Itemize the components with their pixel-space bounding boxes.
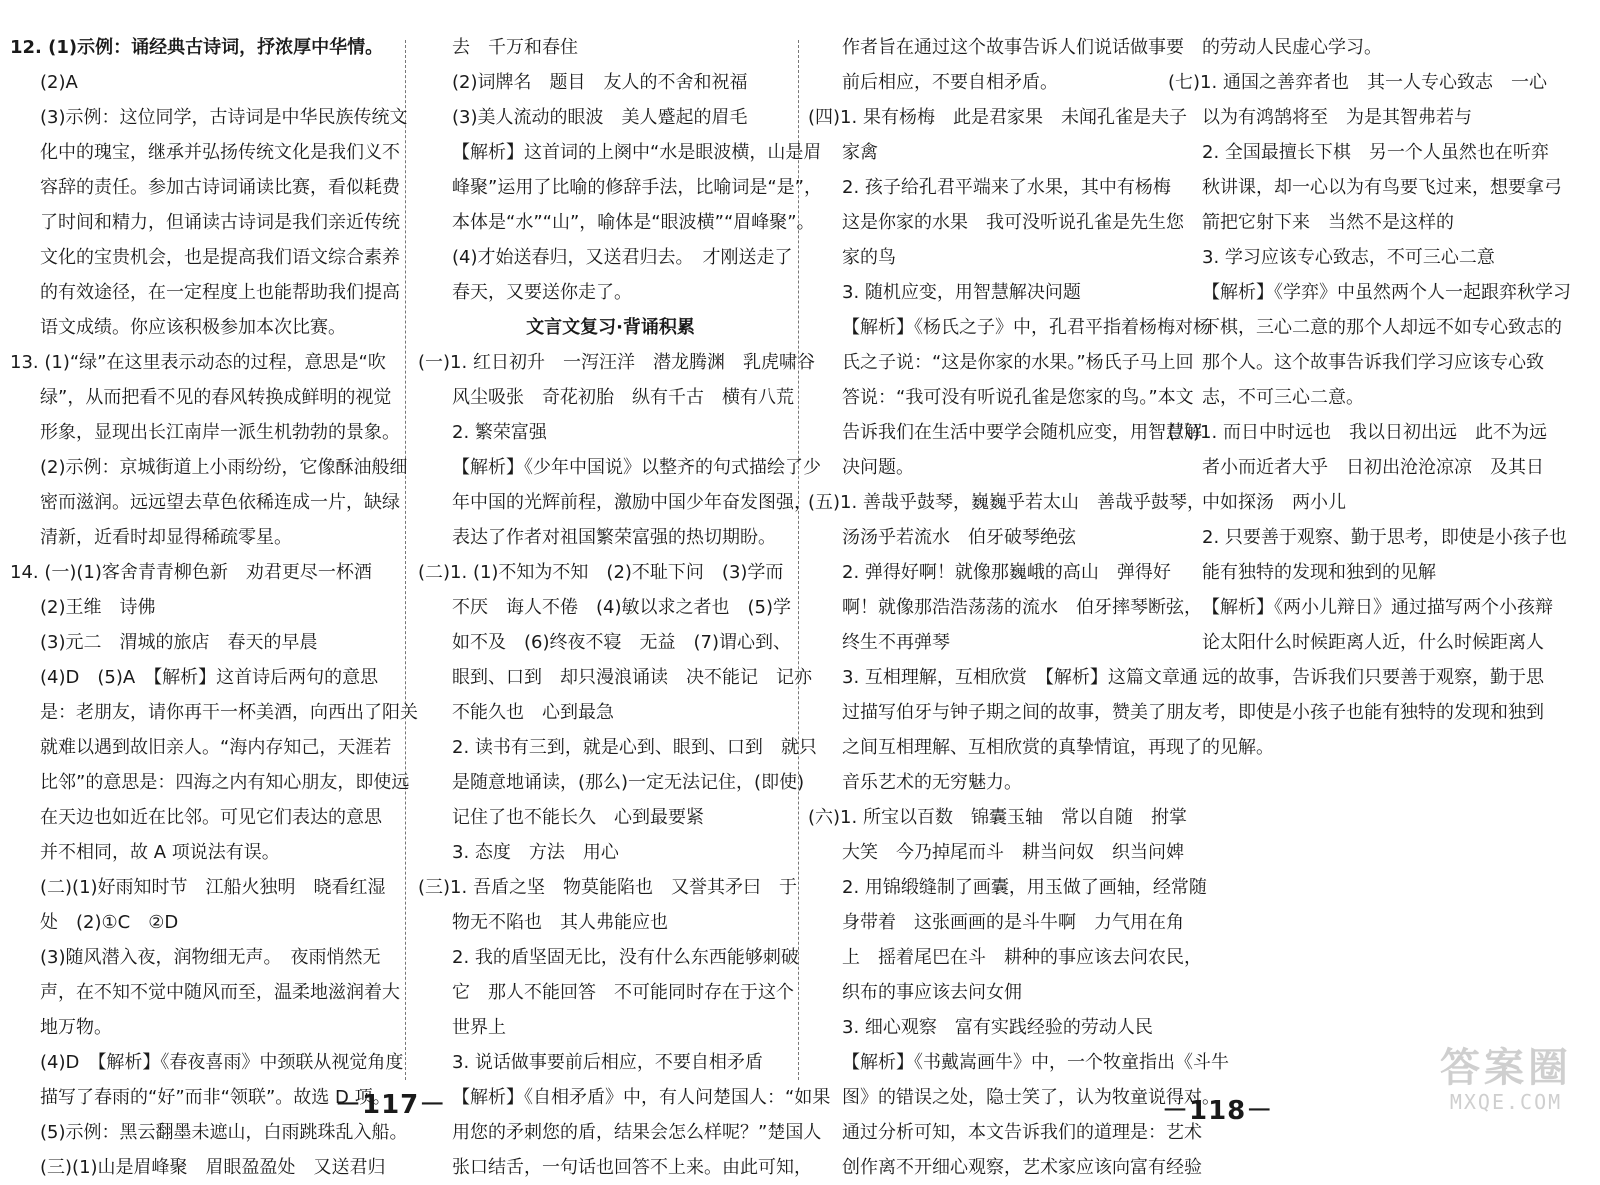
answer-line: 2. 繁荣富强 — [452, 422, 547, 443]
answer-line: 表达了作者对祖国繁荣富强的热切期盼。 — [452, 527, 776, 548]
answer-line: 化中的瑰宝，继承并弘扬传统文化是我们义不 — [40, 142, 400, 163]
answer-line: 3. 随机应变，用智慧解决问题 — [842, 282, 1081, 303]
watermark-logo: 答案圈 — [1440, 1045, 1572, 1091]
answer-line: 2. 我的盾坚固无比，没有什么东西能够刺破 — [452, 947, 799, 968]
answer-line: 决问题。 — [842, 457, 914, 478]
answer-line: 上 摇着尾巴在斗 耕种的事应该去问农民， — [842, 947, 1202, 968]
answer-line: 远的故事，告诉我们只要善于观察，勤于思 — [1202, 667, 1544, 688]
answer-line: 志，不可三心二意。 — [1202, 387, 1364, 408]
answer-column-2 — [418, 30, 831, 1185]
answer-line: 它 那人不能回答 不可能同时存在于这个 — [452, 982, 794, 1003]
answer-line: 年中国的光辉前程，激励中国少年奋发图强， — [452, 492, 812, 513]
answer-line: 2. 全国最擅长下棋 另一个人虽然也在听弈 — [1202, 142, 1549, 163]
answer-line: 14. (一)(1)客舍青青柳色新 劝君更尽一杯酒 — [10, 562, 372, 583]
answer-line: 这是你家的水果 我可没听说孔雀是先生您 — [842, 212, 1184, 233]
answer-line: 中如探汤 两小儿 — [1202, 492, 1346, 513]
answer-line: (七)1. 通国之善弈者也 其一人专心致志 一心 — [1168, 72, 1547, 93]
answer-line: 作者旨在通过这个故事告诉人们说话做事要 — [842, 37, 1184, 58]
answer-line: 答说：“我可没有听说孔雀是您家的鸟。”本文 — [842, 387, 1194, 408]
answer-line: 峰聚”运用了比喻的修辞手法，比喻词是“是”， — [452, 177, 822, 198]
watermark-url: MXQE.COM — [1449, 1090, 1563, 1114]
answer-line: 声，在不知不觉中随风而至，温柔地滋润着大 — [40, 982, 400, 1003]
answer-line: 绿”，从而把看不见的春风转换成鲜明的视觉 — [40, 387, 392, 408]
answer-line: 3. 互相理解，互相欣赏 【解析】这篇文章通 — [842, 667, 1198, 688]
answer-line: 音乐艺术的无穷魅力。 — [842, 772, 1022, 793]
answer-line: (2)词牌名 题目 友人的不舍和祝福 — [452, 72, 748, 93]
answer-line: 13. (1)“绿”在这里表示动态的过程，意思是“吹 — [10, 352, 386, 373]
answer-line: 图》的错误之处，隐士笑了，认为牧童说得对。 — [842, 1087, 1220, 1108]
answer-line: 12. (1)示例：诵经典古诗词，抒浓厚中华情。 — [10, 37, 384, 58]
answer-line: (3)元二 渭城的旅店 春天的早晨 — [40, 632, 318, 653]
answer-line: 终生不再弹琴 — [842, 632, 950, 653]
answer-line: 箭把它射下来 当然不是这样的 — [1202, 212, 1454, 233]
answer-line: 论太阳什么时候距离人近，什么时候距离人 — [1202, 632, 1544, 653]
answer-line: 创作离不开细心观察，艺术家应该向富有经验 — [842, 1157, 1202, 1178]
answer-line: (一)1. 红日初升 一泻汪洋 潜龙腾渊 乳虎啸谷 — [418, 352, 815, 373]
answer-line: 是：老朋友，请你再干一杯美酒，向西出了阳关 — [40, 702, 418, 723]
answer-line: 2. 读书有三到，就是心到、眼到、口到 就只 — [452, 737, 817, 758]
answer-line: 如不及 (6)终夜不寝 无益 (7)谓心到、 — [452, 632, 791, 653]
answer-line: 那个人。这个故事告诉我们学习应该专心致 — [1202, 352, 1544, 373]
answer-line: 汤汤乎若流水 伯牙破琴绝弦 — [842, 527, 1076, 548]
answer-line: 2. 只要善于观察、勤于思考，即使是小孩子也 — [1202, 527, 1567, 548]
answer-line: 是随意地诵读，(那么)一定无法记住，(即使) — [452, 772, 805, 793]
answer-line: 3. 细心观察 富有实践经验的劳动人民 — [842, 1017, 1153, 1038]
answer-line: 处 (2)①C ②D — [40, 912, 179, 933]
answer-line: 【解析】《自相矛盾》中，有人问楚国人：“如果 — [452, 1087, 831, 1108]
answer-line: (4)D (5)A 【解析】这首诗后两句的意思 — [40, 667, 379, 688]
answer-line: (五)1. 善哉乎鼓琴，巍巍乎若太山 善哉乎鼓琴， — [808, 492, 1205, 513]
answer-line: (六)1. 所宝以百数 锦囊玉轴 常以自随 拊掌 — [808, 807, 1187, 828]
answer-line: 家的鸟 — [842, 247, 896, 268]
answer-line: 在天边也如近在比邻。可见它们表达的意思 — [40, 807, 382, 828]
answer-line: 的见解。 — [1202, 737, 1274, 758]
section-heading: 文言文复习·背诵积累 — [526, 317, 695, 338]
answer-line: 物无不陷也 其人弗能应也 — [452, 912, 668, 933]
page-number-right: －118－ — [1162, 1096, 1274, 1126]
answer-line: 去 千万和春住 — [452, 37, 578, 58]
answer-line: 2. 孩子给孔君平端来了水果，其中有杨梅 — [842, 177, 1171, 198]
answer-line: 文化的宝贵机会，也是提高我们语文综合素养 — [40, 247, 400, 268]
answer-line: 张口结舌，一句话也回答不上来。由此可知， — [452, 1157, 812, 1178]
answer-line: (八)1. 而日中时远也 我以日初出远 此不为远 — [1168, 422, 1547, 443]
answer-line: 世界上 — [452, 1017, 506, 1038]
answer-column-4 — [1168, 30, 1571, 765]
answer-line: (2)A — [40, 72, 78, 93]
answer-line: (3)示例：这位同学，古诗词是中华民族传统文 — [40, 107, 408, 128]
answer-line: 了时间和精力，但诵读古诗词是我们亲近传统 — [40, 212, 400, 233]
answer-line: 比邻”的意思是：四海之内有知心朋友，即使远 — [40, 772, 410, 793]
answer-column-1 — [10, 30, 418, 1185]
answer-line: 2. 用锦缎缝制了画囊，用玉做了画轴，经常随 — [842, 877, 1207, 898]
answer-line: 的劳动人民虚心学习。 — [1202, 37, 1382, 58]
answer-line: 告诉我们在生活中要学会随机应变，用智慧解 — [842, 422, 1202, 443]
answer-line: 【解析】《学弈》中虽然两个人一起跟弈秋学习 — [1202, 282, 1571, 303]
answer-line: 之间互相理解、互相欣赏的真挚情谊，再现了 — [842, 737, 1202, 758]
answer-line: 语文成绩。你应该积极参加本次比赛。 — [40, 317, 346, 338]
answer-line: (4)才始送春归，又送君归去。 才刚送走了 — [452, 247, 793, 268]
watermark — [1440, 1046, 1572, 1114]
answer-line: (4)D 【解析】《春夜喜雨》中颈联从视觉角度 — [40, 1052, 404, 1073]
answer-line: 前后相应，不要自相矛盾。 — [842, 72, 1058, 93]
answer-line: 【解析】《杨氏之子》中，孔君平指着杨梅对杨 — [842, 317, 1211, 338]
answer-line: (三)(1)山是眉峰聚 眉眼盈盈处 又送君归 — [40, 1157, 386, 1178]
answer-line: 清新，近看时却显得稀疏零星。 — [40, 527, 292, 548]
answer-line: 描写了春雨的“好”而非“领联”。故选 D 项。 — [40, 1087, 391, 1108]
answer-line: 啊！就像那浩浩荡荡的流水 伯牙摔琴断弦， — [842, 597, 1202, 618]
answer-line: (3)随风潜入夜，润物细无声。 夜雨悄然无 — [40, 947, 381, 968]
answer-line: 3. 说话做事要前后相应，不要自相矛盾 — [452, 1052, 763, 1073]
answer-line: 不能久也 心到最急 — [452, 702, 614, 723]
answer-line: 形象，显现出长江南岸一派生机勃勃的景象。 — [40, 422, 400, 443]
answer-line: 容辞的责任。参加古诗词诵读比赛，看似耗费 — [40, 177, 400, 198]
answer-line: 家禽 — [842, 142, 878, 163]
answer-line: (2)示例：京城街道上小雨纷纷，它像酥油般细 — [40, 457, 408, 478]
answer-line: 用您的矛刺您的盾，结果会怎么样呢？”楚国人 — [452, 1122, 822, 1143]
answer-line: 能有独特的发现和独到的见解 — [1202, 562, 1436, 583]
answer-line: 3. 态度 方法 用心 — [452, 842, 619, 863]
answer-line: 密而滋润。远远望去草色依稀连成一片，缺绿 — [40, 492, 400, 513]
answer-line: (二)(1)好雨知时节 江船火独明 晓看红湿 — [40, 877, 386, 898]
answer-line: 者小而近者大乎 日初出沧沧凉凉 及其日 — [1202, 457, 1544, 478]
answer-line: (三)1. 吾盾之坚 物莫能陷也 又誉其矛曰 于 — [418, 877, 797, 898]
answer-line: 【解析】《书戴嵩画牛》中，一个牧童指出《斗牛 — [842, 1052, 1229, 1073]
answer-line: (二)1. (1)不知为不知 (2)不耻下问 (3)学而 — [418, 562, 784, 583]
answer-line: 织布的事应该去问女佣 — [842, 982, 1022, 1003]
answer-line: (3)美人流动的眼波 美人蹙起的眉毛 — [452, 107, 748, 128]
answer-line: 记住了也不能长久 心到最要紧 — [452, 807, 704, 828]
answer-line: 2. 弹得好啊！就像那巍峨的高山 弹得好 — [842, 562, 1171, 583]
answer-line: 大笑 今乃掉尾而斗 耕当问奴 织当问婢 — [842, 842, 1184, 863]
answer-line: (四)1. 果有杨梅 此是君家果 未闻孔雀是夫子 — [808, 107, 1187, 128]
answer-line: 并不相同，故 A 项说法有误。 — [40, 842, 280, 863]
answer-line: 3. 学习应该专心致志，不可三心二意 — [1202, 247, 1495, 268]
answer-line: 下棋，三心二意的那个人却远不如专心致志的 — [1202, 317, 1562, 338]
answer-line: (2)王维 诗佛 — [40, 597, 156, 618]
page-number-left: －117－ — [335, 1090, 447, 1120]
answer-line: 不厌 诲人不倦 (4)敏以求之者也 (5)学 — [452, 597, 791, 618]
answer-line: 春天，又要送你走了。 — [452, 282, 632, 303]
answer-line: 眼到、口到 却只漫浪诵读 决不能记 记亦 — [452, 667, 812, 688]
answer-line: 过描写伯牙与钟子期之间的故事，赞美了朋友 — [842, 702, 1202, 723]
answer-line: 身带着 这张画画的是斗牛啊 力气用在角 — [842, 912, 1184, 933]
answer-line: (5)示例：黑云翻墨未遮山，白雨跳珠乱入船。 — [40, 1122, 408, 1143]
answer-line: 本体是“水”“山”，喻体是“眼波横”“眉峰聚”。 — [452, 212, 815, 233]
answer-line: 风尘吸张 奇花初胎 纵有千古 横有八荒 — [452, 387, 794, 408]
answer-line: 秋讲课，却一心以为有鸟要飞过来，想要拿弓 — [1202, 177, 1562, 198]
answer-line: 【解析】《两小儿辩日》通过描写两个小孩辩 — [1202, 597, 1553, 618]
answer-line: 考，即使是小孩子也能有独特的发现和独到 — [1202, 702, 1544, 723]
answer-line: 氏之子说：“这是你家的水果。”杨氏子马上回 — [842, 352, 1194, 373]
answer-line: 就难以遇到故旧亲人。“海内存知己，天涯若 — [40, 737, 392, 758]
answer-line: 地万物。 — [40, 1017, 112, 1038]
answer-line: 的有效途径，在一定程度上也能帮助我们提高 — [40, 282, 400, 303]
answer-line: 【解析】《少年中国说》以整齐的句式描绘了少 — [452, 457, 821, 478]
answer-line: 以为有鸿鹄将至 为是其智弗若与 — [1202, 107, 1472, 128]
answer-line: 通过分析可知，本文告诉我们的道理是：艺术 — [842, 1122, 1202, 1143]
answer-line: 【解析】这首词的上阕中“水是眼波横，山是眉 — [452, 142, 822, 163]
column-divider — [405, 40, 406, 1080]
